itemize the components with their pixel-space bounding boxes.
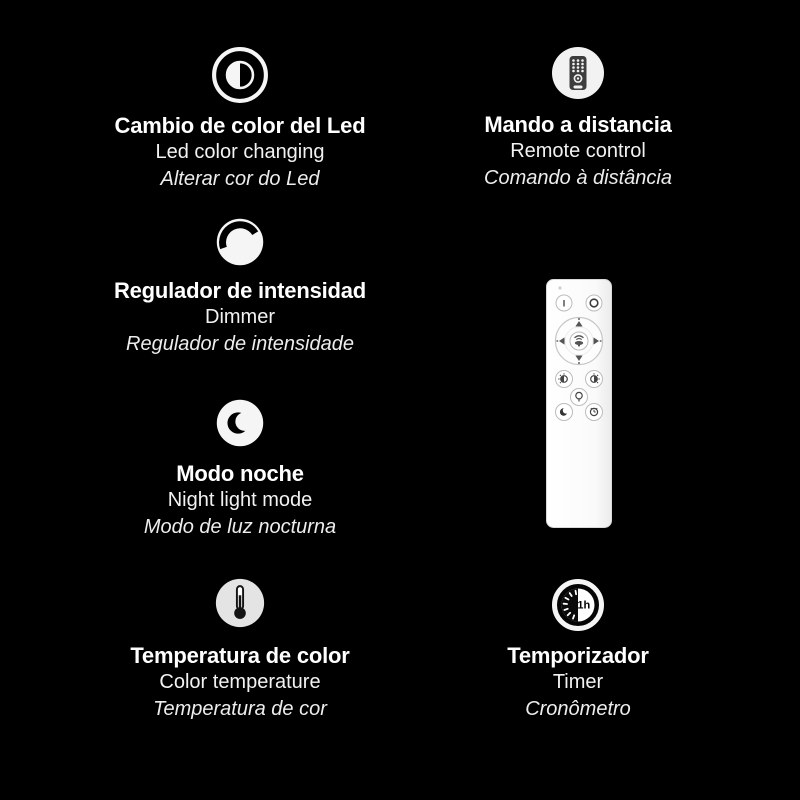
feature-subtitle: Led color changing <box>155 141 325 163</box>
remote-device <box>546 279 612 528</box>
feature-translation: Cronômetro <box>525 698 631 720</box>
remote-device-image <box>546 279 612 528</box>
feature-title: Cambio de color del Led <box>114 113 366 138</box>
feature-color-temperature <box>75 576 405 723</box>
fan-icon <box>575 341 583 345</box>
feature-subtitle: Remote control <box>510 140 646 162</box>
feature-title: Temperatura de color <box>130 643 350 668</box>
feature-translation: Modo de luz nocturna <box>143 516 337 538</box>
feature-remote-control <box>413 45 743 192</box>
dimmer-knob-icon <box>214 216 266 268</box>
feature-translation: Temperatura de cor <box>153 698 327 720</box>
led-color-change-icon <box>211 46 269 104</box>
feature-translation: Regulador de intensidade <box>126 333 354 355</box>
remote-control-icon <box>550 45 606 101</box>
feature-translation: Comando à distância <box>484 167 672 189</box>
feature-translation: Alterar cor do Led <box>160 168 320 190</box>
remote-dpad <box>556 318 603 365</box>
feature-title: Mando a distancia <box>484 112 672 137</box>
feature-subtitle: Night light mode <box>167 489 313 511</box>
brightness-down-button <box>556 371 573 388</box>
feature-dimmer <box>75 216 405 358</box>
moon-icon <box>214 397 266 449</box>
night-mode-button <box>556 404 573 421</box>
feature-subtitle: Color temperature <box>159 671 321 693</box>
feature-night-mode <box>75 397 405 541</box>
feature-title: Temporizador <box>507 643 649 668</box>
brightness-up-button <box>586 371 603 388</box>
power-off-button <box>586 295 602 311</box>
feature-subtitle: Dimmer <box>205 306 275 328</box>
timer-button <box>586 404 603 421</box>
feature-led-color <box>75 46 405 193</box>
timer-1h-icon <box>550 577 606 633</box>
power-on-button <box>556 295 572 311</box>
bulb-button <box>571 389 588 406</box>
svg-text:I: I <box>562 298 566 309</box>
feature-timer <box>413 577 743 723</box>
remote-led-dot <box>558 286 561 289</box>
dpad-center-fan-button <box>570 332 588 350</box>
feature-title: Modo noche <box>176 461 304 486</box>
feature-subtitle: Timer <box>552 671 604 693</box>
thermometer-icon <box>213 576 267 630</box>
feature-title: Regulador de intensidad <box>113 278 367 303</box>
timer-duration-label: 1h <box>577 599 591 612</box>
